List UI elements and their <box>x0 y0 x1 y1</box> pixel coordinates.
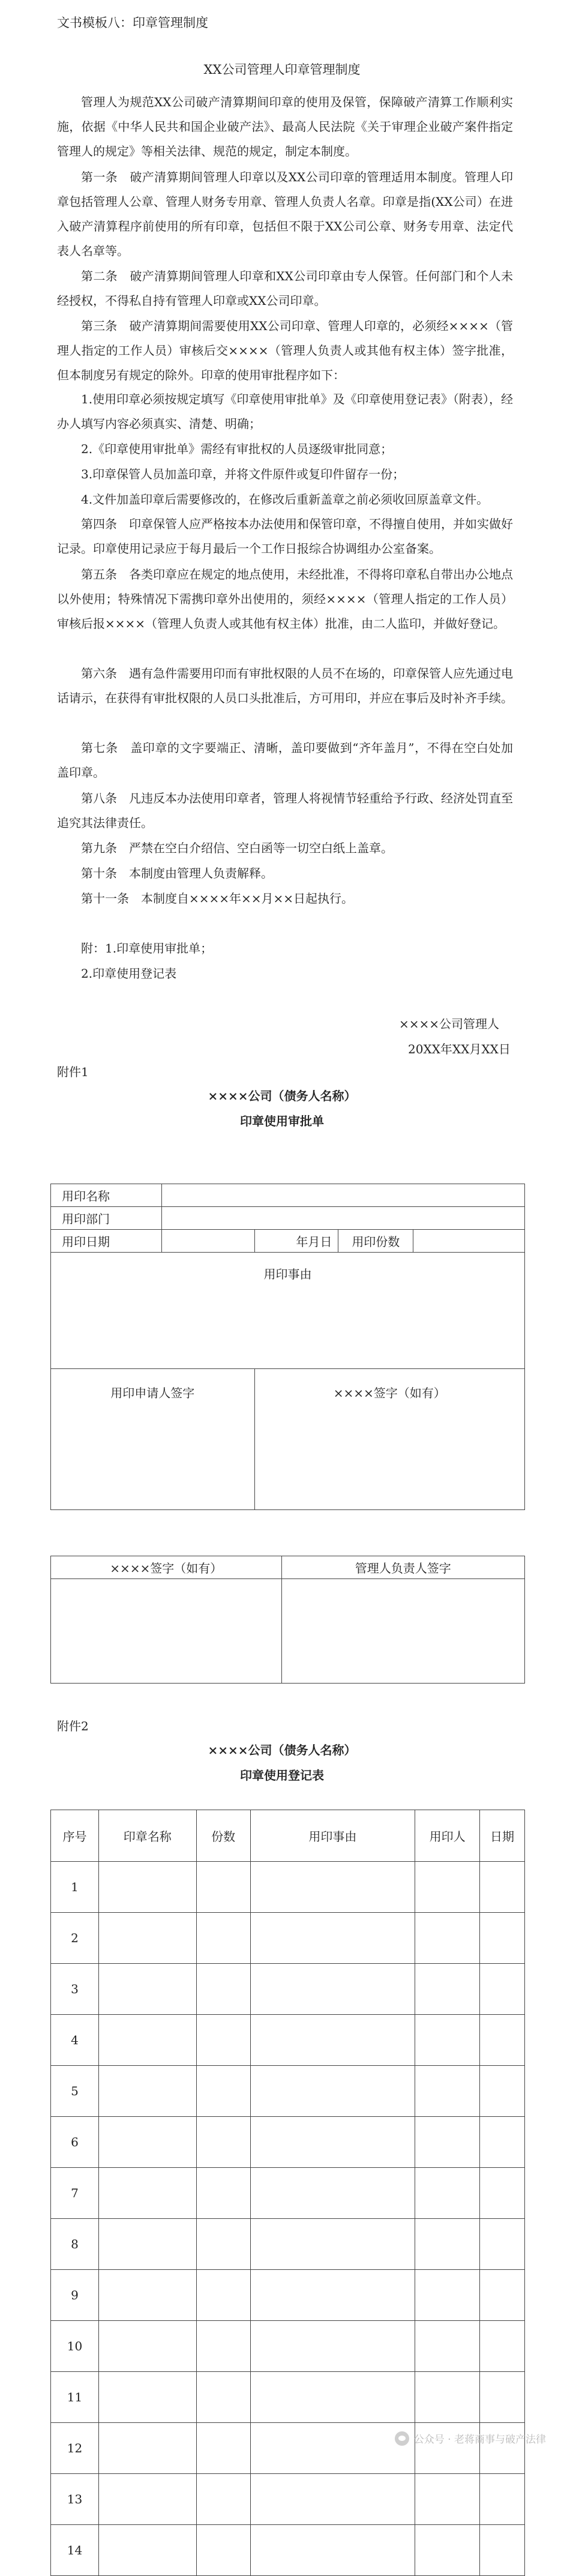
attachment-1-label: 附件1 <box>57 1065 89 1079</box>
procedure-4: 4.文件加盖印章后需要修改的，在修改后重新盖章之前必须收回原盖章文件。 <box>81 492 489 507</box>
article-2: 第二条 破产清算期间管理人印章和XX公司印章由专人保管。任何部门和个人未经授权，不得私自持有管理人印章或XX公司印章。 <box>57 269 513 308</box>
row-cell <box>196 2423 250 2474</box>
row-cell <box>250 2372 415 2423</box>
row-cell <box>196 2372 250 2423</box>
table-row <box>51 2066 525 2117</box>
col-header-copies: 份数 <box>196 1810 250 1862</box>
xxxx-signature-cell-1: ××××签字（如有） <box>254 1369 524 1510</box>
row-cell <box>98 1964 196 2015</box>
registration-header-row <box>51 1810 525 1862</box>
row-cell <box>250 2168 415 2219</box>
signature-row-1 <box>51 1369 525 1510</box>
row-cell <box>196 2321 250 2372</box>
row-index: 9 <box>51 2270 99 2321</box>
manager-signature-space <box>281 1579 524 1684</box>
row-cell <box>250 2117 415 2168</box>
xxxx-signature-cell-2: ××××签字（如有） <box>51 1556 282 1579</box>
row-index: 7 <box>51 2168 99 2219</box>
wechat-icon <box>395 2431 409 2446</box>
col-header-user: 用印人 <box>415 1810 480 1862</box>
registration-table <box>50 1810 525 2576</box>
procedure-1: 1.使用印章必须按规定填写《印章使用审批单》及《印章使用登记表》（附表），经办人填写内容必须真实、清楚、明确； <box>57 392 513 431</box>
article-4: 第四条 印章保管人应严格按本办法使用和保管印章，不得擅自使用，并如实做好记录。印章使用记录应于每月最后一个工作日报综合协调组办公室备案。 <box>57 517 513 556</box>
row-index: 11 <box>51 2372 99 2423</box>
row-cell <box>415 2219 480 2270</box>
dept-label: 用印部门 <box>51 1207 162 1230</box>
row-cell <box>98 1862 196 1913</box>
row-cell <box>415 2117 480 2168</box>
row-cell <box>196 2015 250 2066</box>
seal-name-label: 用印名称 <box>51 1184 162 1207</box>
watermark <box>395 2431 546 2446</box>
table-row <box>51 1913 525 1964</box>
table-row <box>51 2321 525 2372</box>
watermark-text: 公众号 · 老蒋商事与破产法律 <box>413 2434 546 2446</box>
row-cell <box>480 2015 525 2066</box>
row-cell <box>250 2423 415 2474</box>
row-cell <box>98 2474 196 2525</box>
date-row <box>51 1230 525 1253</box>
row-cell <box>480 2372 525 2423</box>
approval-signatures-table <box>50 1556 525 1684</box>
row-index: 6 <box>51 2117 99 2168</box>
reason-label: 用印事由 <box>51 1253 525 1369</box>
row-cell <box>480 1964 525 2015</box>
attachment-2-company: ××××公司（债务人名称） <box>208 1743 356 1757</box>
row-index: 8 <box>51 2219 99 2270</box>
row-cell <box>250 2066 415 2117</box>
row-cell <box>415 1862 480 1913</box>
appendix-item-2: 2.印章使用登记表 <box>81 966 177 981</box>
table-row <box>51 2117 525 2168</box>
xxxx-signature-space <box>51 1579 282 1684</box>
approval-form-table <box>50 1184 525 1510</box>
row-cell <box>250 2525 415 2576</box>
row-cell <box>480 2270 525 2321</box>
article-10: 第十条 本制度由管理人负责解释。 <box>81 866 273 880</box>
row-cell <box>480 1862 525 1913</box>
row-cell <box>98 2423 196 2474</box>
attachment-1-title: 印章使用审批单 <box>240 1114 324 1128</box>
row-index: 3 <box>51 1964 99 2015</box>
row-index: 14 <box>51 2525 99 2576</box>
row-cell <box>196 1964 250 2015</box>
signature-date: 20XX年XX月XX日 <box>408 1042 511 1056</box>
table-row <box>51 2372 525 2423</box>
row-cell <box>415 1913 480 1964</box>
article-8: 第八条 凡违反本办法使用印章者，管理人将视情节轻重给予行政、经济处罚直至追究其法律责任。 <box>57 791 513 830</box>
row-cell <box>480 2525 525 2576</box>
row-cell <box>480 2168 525 2219</box>
table-row <box>51 2474 525 2525</box>
table-row <box>51 2168 525 2219</box>
row-cell <box>98 2066 196 2117</box>
row-index: 13 <box>51 2474 99 2525</box>
template-header: 文书模板八：印章管理制度 <box>57 16 208 30</box>
col-header-reason: 用印事由 <box>250 1810 415 1862</box>
procedure-3: 3.印章保管人员加盖印章，并将文件原件或复印件留存一份； <box>81 467 405 481</box>
row-cell <box>480 2474 525 2525</box>
table-row <box>51 2015 525 2066</box>
row-index: 10 <box>51 2321 99 2372</box>
manager-signature-cell: 管理人负责人签字 <box>281 1556 524 1579</box>
reason-row <box>51 1253 525 1369</box>
row-cell <box>196 2270 250 2321</box>
procedure-2: 2.《印章使用审批单》需经有审批权的人员逐级审批同意； <box>81 442 393 456</box>
row-cell <box>480 2066 525 2117</box>
row-cell <box>415 2474 480 2525</box>
table-row <box>51 1862 525 1913</box>
row-cell <box>196 2474 250 2525</box>
row-cell <box>98 2525 196 2576</box>
row-cell <box>196 2219 250 2270</box>
row-cell <box>196 1913 250 1964</box>
row-cell <box>98 2168 196 2219</box>
article-6: 第六条 遇有急件需要用印而有审批权限的人员不在场的，印章保管人应先通过电话请示，在获得有审批权限的人员口头批准后，方可用印，并应在事后及时补齐手续。 <box>57 666 513 705</box>
row-cell <box>415 2525 480 2576</box>
row-index: 1 <box>51 1862 99 1913</box>
row-cell <box>480 2321 525 2372</box>
row-index: 12 <box>51 2423 99 2474</box>
row-cell <box>196 1862 250 1913</box>
row-cell <box>480 2219 525 2270</box>
row-cell <box>415 1964 480 2015</box>
count-label: 用印份数 <box>338 1230 413 1253</box>
row-cell <box>250 1862 415 1913</box>
applicant-signature-cell: 用印申请人签字 <box>51 1369 255 1510</box>
col-header-seal-name: 印章名称 <box>98 1810 196 1862</box>
registration-body <box>51 1862 525 2576</box>
row-cell <box>196 2117 250 2168</box>
intro-paragraph: 管理人为规范XX公司破产清算期间印章的使用及保管，保障破产清算工作顺利实施，依据《中华人民共和国企业破产法》、最高人民法院《关于审理企业破产案件指定管理人的规定》等相关法律、规范的规定，制定本制度。 <box>57 95 513 158</box>
row-cell <box>250 2219 415 2270</box>
row-cell <box>250 2321 415 2372</box>
table-row <box>51 2525 525 2576</box>
attachment-2-title: 印章使用登记表 <box>240 1768 324 1783</box>
seal-name-row <box>51 1184 525 1207</box>
attachment-2-label: 附件2 <box>57 1719 89 1733</box>
date-year-month-day: 年月日 <box>254 1230 338 1253</box>
row-index: 2 <box>51 1913 99 1964</box>
row-cell <box>415 2372 480 2423</box>
row-cell <box>98 2321 196 2372</box>
row-cell <box>98 1913 196 1964</box>
document-title: XX公司管理人印章管理制度 <box>203 62 361 77</box>
table-row <box>51 2219 525 2270</box>
article-9: 第九条 严禁在空白介绍信、空白函等一切空白纸上盖章。 <box>81 841 393 855</box>
table-row <box>51 1964 525 2015</box>
row-cell <box>98 2219 196 2270</box>
dept-field <box>161 1207 524 1230</box>
row-cell <box>196 2066 250 2117</box>
row-cell <box>98 2270 196 2321</box>
attachment-1-company: ××××公司（债务人名称） <box>208 1089 356 1103</box>
row-cell <box>98 2117 196 2168</box>
row-cell <box>480 1913 525 1964</box>
row-cell <box>415 2015 480 2066</box>
article-1: 第一条 破产清算期间管理人印章以及XX公司印章的管理适用本制度。管理人印章包括管理人公章、管理人财务专用章、管理人负责人名章。印章是指(XX公司）在进入破产清算程序前使用的所有印章，包括但不限于XX公司公章、财务专用章、法定代表人名章等。 <box>57 170 513 258</box>
dept-row <box>51 1207 525 1230</box>
date-field <box>161 1230 254 1253</box>
row-cell <box>250 1913 415 1964</box>
table-row <box>51 2270 525 2321</box>
signature-body-row <box>51 1579 525 1684</box>
row-cell <box>250 1964 415 2015</box>
row-cell <box>196 2168 250 2219</box>
seal-name-field <box>161 1184 524 1207</box>
article-7: 第七条 盖印章的文字要端正、清晰，盖印要做到“齐年盖月”，不得在空白处加盖印章。 <box>57 741 513 780</box>
row-cell <box>415 2270 480 2321</box>
date-label: 用印日期 <box>51 1230 162 1253</box>
row-cell <box>250 2015 415 2066</box>
row-cell <box>250 2474 415 2525</box>
signature-header-row <box>51 1556 525 1579</box>
col-header-date: 日期 <box>480 1810 525 1862</box>
row-cell <box>98 2015 196 2066</box>
row-cell <box>415 2168 480 2219</box>
row-cell <box>98 2372 196 2423</box>
article-11: 第十一条 本制度自××××年××月××日起执行。 <box>81 891 354 906</box>
count-field <box>413 1230 525 1253</box>
row-cell <box>415 2321 480 2372</box>
row-index: 4 <box>51 2015 99 2066</box>
col-header-index: 序号 <box>51 1810 99 1862</box>
appendix-item-1: 附：1.印章使用审批单； <box>81 941 213 955</box>
signature-org: ××××公司管理人 <box>399 1017 500 1031</box>
row-cell <box>196 2525 250 2576</box>
row-cell <box>480 2117 525 2168</box>
row-cell <box>250 2270 415 2321</box>
article-3: 第三条 破产清算期间需要使用XX公司印章、管理人印章的，必须经××××（管理人指定的工作人员）审核后交××××（管理人负责人或其他有权主体）签字批准，但本制度另有规定的除外。印章的使用审批程序如下： <box>57 319 513 382</box>
row-index: 5 <box>51 2066 99 2117</box>
article-5: 第五条 各类印章应在规定的地点使用，未经批准，不得将印章私自带出办公地点以外使用；特殊情况下需携印章外出使用的，须经××××（管理人指定的工作人员）审核后报××××（管理人负责人或其他有权主体）批准，由二人监印，并做好登记。 <box>57 567 513 631</box>
row-cell <box>415 2066 480 2117</box>
